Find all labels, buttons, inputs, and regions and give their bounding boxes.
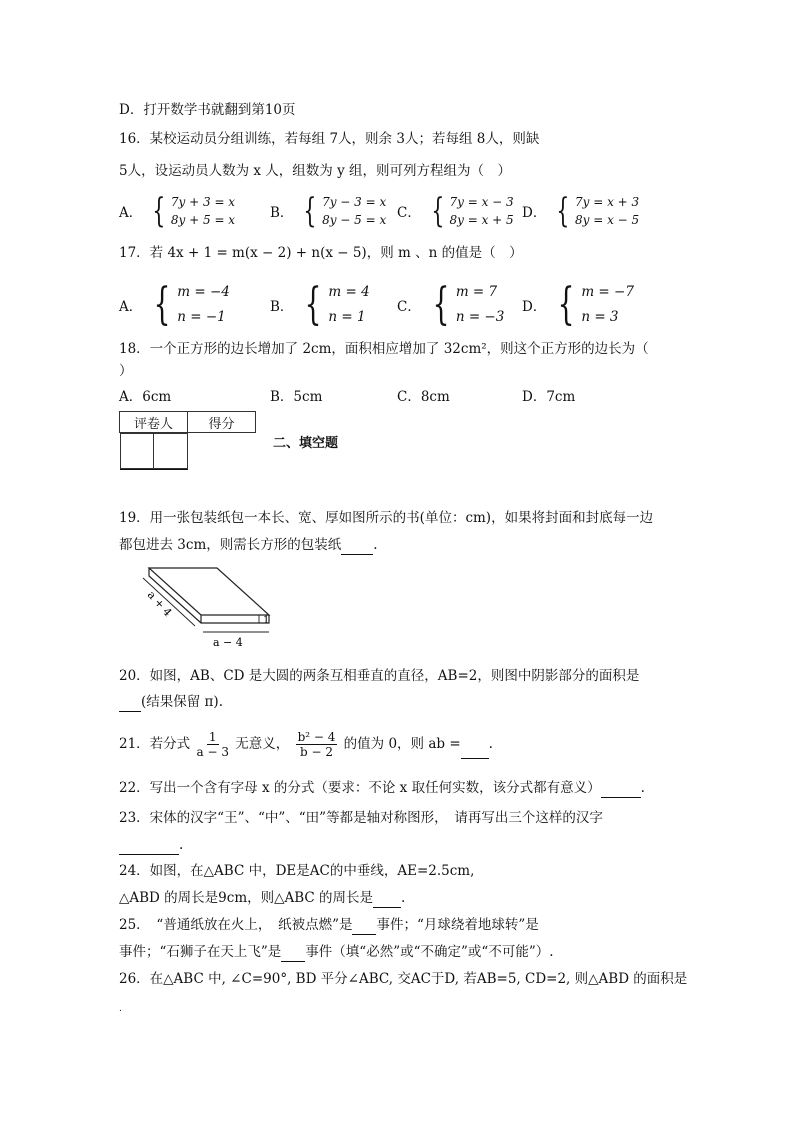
q26-stem-line1: 26．在△ABC 中, ∠C=90°, BD 平分∠ABC, 交AC于D, 若AB=5, CD=2, 则△ABD 的面积是 [119,971,688,987]
q26-stem-line2: . [119,1004,122,1014]
q25-stem-line2: 事件；“石狮子在天上飞”是 事件（填“必然”或“不确定”或“不可能”）. [119,944,554,960]
score-table [119,411,256,470]
score-table-score-cell [154,434,188,469]
q20-stem-line2: (结果保留 π). [119,693,223,712]
q24-stem-line1: 24．如图，在△ABC 中，DE是AC的中垂线，AE=2.5cm, [119,863,475,879]
q21-fraction-1: $\frac{1}{a - 3}$ [196,730,229,759]
q19-answer-blank[interactable] [341,536,373,555]
q22-stem: 22．写出一个含有字母 x 的分式（要求：不论 x 取任何实数，该分式都有意义） . [119,780,645,796]
q16-option-b: B． { 7y − 3 = x 8y − 5 = x [270,191,387,231]
q23-answer-blank[interactable] [119,836,179,855]
q18-option-b: B．5cm [270,389,323,405]
q18-stem-line1: 18．一个正方形的边长增加了 2cm，面积相应增加了 32cm²，则这个正方形的边长为（ [119,341,649,357]
q18-option-a: A．6cm [119,389,172,405]
score-table-grader-cell [120,434,154,469]
q16-option-d: D． { 7y = x + 3 8y = x − 5 [522,191,640,231]
q17-option-b: B． { m = 4 n = 1 [270,279,370,330]
q23-stem-line1: 23．宋体的汉字“王”、“中”、“田”等都是轴对称图形， 请再写出三个这样的汉字 [119,810,603,826]
q17-option-d: D． { m = −7 n = 3 [522,279,634,330]
book-figure [119,560,279,655]
q18-option-c: C．8cm [397,389,450,405]
q18-option-d: D．7cm [522,389,576,405]
q15-option-d: D．打开数学书就翻到第10页 [119,102,296,118]
book-bottom-label: a − 4 [213,636,243,649]
q20-stem-line1: 20．如图，AB、CD 是大圆的两条互相垂直的直径，AB=2，则图中阴影部分的面积是 [119,668,640,684]
q16-option-a: A． { 7y + 3 = x 8y + 5 = x [119,191,236,231]
q20-answer-blank[interactable] [119,693,141,712]
q17-option-a: A． { m = −4 n = −1 [119,279,230,330]
q21-stem: 21．若分式 $\frac{1}{a - 3}$ 无意义， $\frac{\text{b² − 4}}{b - 2}$ 的值为 0，则 ab = . [119,730,493,759]
q21-fraction-2: $\frac{\text{b² − 4}}{b - 2}$ [297,730,336,759]
book-side-label: a + 4 [144,588,175,620]
book-height-label: 1 [263,615,270,626]
q24-answer-blank[interactable] [373,889,401,908]
q19-stem-line1: 19．用一张包装纸包一本长、宽、厚如图所示的书(单位：cm)，如果将封面和封底每一边 [119,510,654,526]
section-title: 二、填空题 [273,436,339,451]
q23-stem-line2: . [119,836,183,855]
score-table-score-header: 得分 [188,412,256,433]
q17-option-c: C． { m = 7 n = −3 [397,279,505,330]
q25-stem-line1: 25． “普通纸放在火上， 纸被点燃”是 事件；“月球绕着地球转”是 [119,917,539,933]
q24-stem-line2: △ABD 的周长是9cm，则△ABC 的周长是 . [119,890,406,906]
q25-answer-blank-2[interactable] [281,943,305,962]
q16-option-c: C． { 7y = x − 3 8y = x + 5 [397,191,514,231]
q25-answer-blank-1[interactable] [352,916,376,935]
q21-answer-blank[interactable] [461,730,489,759]
q19-stem-line2: 都包进去 3cm，则需长方形的包装纸 . [119,537,378,553]
q18-stem-line2: ） [119,363,133,379]
q22-answer-blank[interactable] [601,779,641,798]
q16-stem-line2: 5人，设运动员人数为 x 人，组数为 y 组，则可列方程组为（ ） [119,163,511,179]
q17-stem: 17．若 4x + 1 = m(x − 2) + n(x − 5)，则 m 、n 的值是（ ） [119,245,523,261]
q16-stem-line1: 16．某校运动员分组训练，若每组 7人，则余 3人；若每组 8人，则缺 [119,131,540,147]
score-table-grader-header: 评卷人 [120,412,188,433]
